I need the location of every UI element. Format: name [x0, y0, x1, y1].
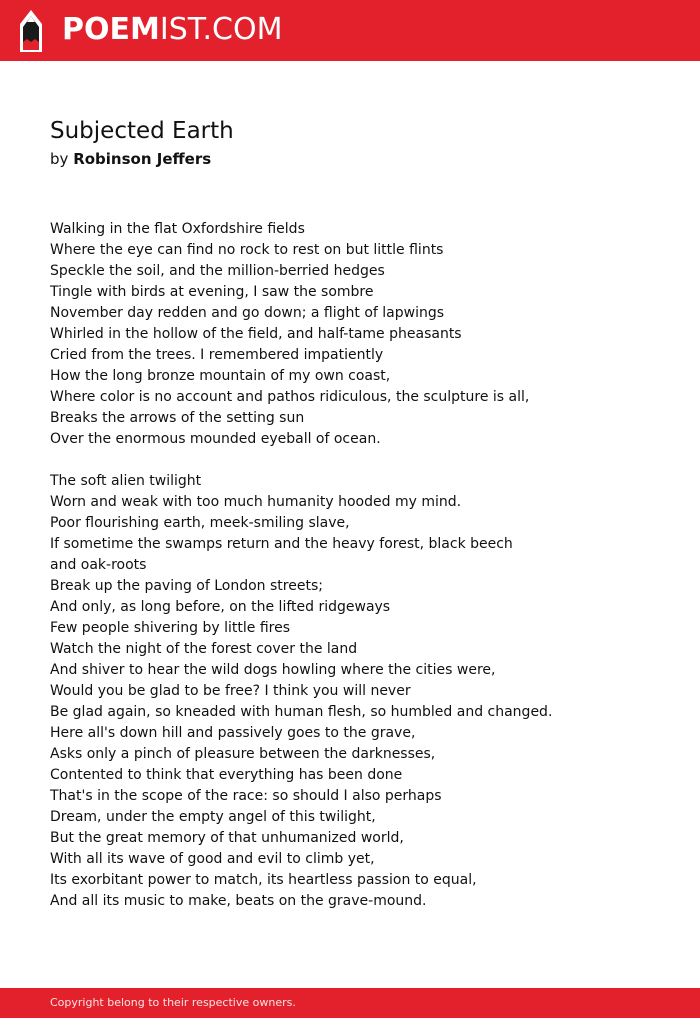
poem-line: Breaks the arrows of the setting sun	[50, 410, 305, 426]
poem-line: November day redden and go down; a flight of lapwings	[50, 305, 445, 321]
poem-line: Asks only a pinch of pleasure between the darknesses,	[50, 746, 436, 762]
poem-line: If sometime the swamps return and the heavy forest, black beech	[50, 536, 513, 552]
poem-author: Robinson Jeffers	[73, 150, 212, 168]
pencil-icon[interactable]	[18, 8, 44, 54]
poem-line: The soft alien twilight	[50, 473, 202, 489]
poem-line: Its exorbitant power to match, its heartless passion to equal,	[50, 872, 477, 888]
site-logo[interactable]	[62, 10, 282, 50]
poem-line: Whirled in the hollow of the field, and half-tame pheasants	[50, 326, 462, 342]
poem-line: Worn and weak with too much humanity hooded my mind.	[50, 494, 462, 510]
poem-line: Tingle with birds at evening, I saw the sombre	[50, 284, 374, 300]
poem-line: Dream, under the empty angel of this twilight,	[50, 809, 376, 825]
by-label: by	[50, 150, 69, 168]
poem-line: With all its wave of good and evil to climb yet,	[50, 851, 375, 867]
poem-title: Subjected Earth	[50, 118, 234, 144]
site-header	[0, 0, 700, 61]
poem-byline	[50, 148, 211, 170]
poem-line: Where the eye can find no rock to rest on but little flints	[50, 242, 444, 258]
poem-line: And all its music to make, beats on the grave-mound.	[50, 893, 427, 909]
poem-line: Speckle the soil, and the million-berried hedges	[50, 263, 385, 279]
poem-line: Cried from the trees. I remembered impatiently	[50, 347, 384, 363]
poem-line: Break up the paving of London streets;	[50, 578, 323, 594]
poem-stanza	[50, 219, 670, 450]
poem-line: and oak-roots	[50, 557, 147, 573]
poem-stanza	[50, 471, 670, 912]
poem-line: Where color is no account and pathos ridiculous, the sculpture is all,	[50, 389, 530, 405]
copyright-text: Copyright belong to their respective owners.	[50, 996, 296, 1009]
logo-bold-text: POEM	[62, 12, 160, 47]
poem-line: How the long bronze mountain of my own coast,	[50, 368, 391, 384]
poem-line: Would you be glad to be free? I think you will never	[50, 683, 411, 699]
poem-line: But the great memory of that unhumanized world,	[50, 830, 404, 846]
poem-line: Walking in the flat Oxfordshire fields	[50, 221, 305, 237]
poem-line: Here all's down hill and passively goes to the grave,	[50, 725, 416, 741]
poem-line: And only, as long before, on the lifted ridgeways	[50, 599, 391, 615]
poem-line: And shiver to hear the wild dogs howling where the cities were,	[50, 662, 496, 678]
poem-line: Contented to think that everything has been done	[50, 767, 403, 783]
poem-line: Few people shivering by little fires	[50, 620, 291, 636]
poem-line: Over the enormous mounded eyeball of ocean.	[50, 431, 381, 447]
poem-line: That's in the scope of the race: so should I also perhaps	[50, 788, 442, 804]
logo-light-text: IST.COM	[159, 12, 283, 47]
site-footer	[0, 988, 700, 1018]
poem-line: Poor flourishing earth, meek-smiling slave,	[50, 515, 350, 531]
poem-line: Watch the night of the forest cover the land	[50, 641, 358, 657]
poem-body	[50, 219, 670, 933]
poem-line: Be glad again, so kneaded with human flesh, so humbled and changed.	[50, 704, 553, 720]
